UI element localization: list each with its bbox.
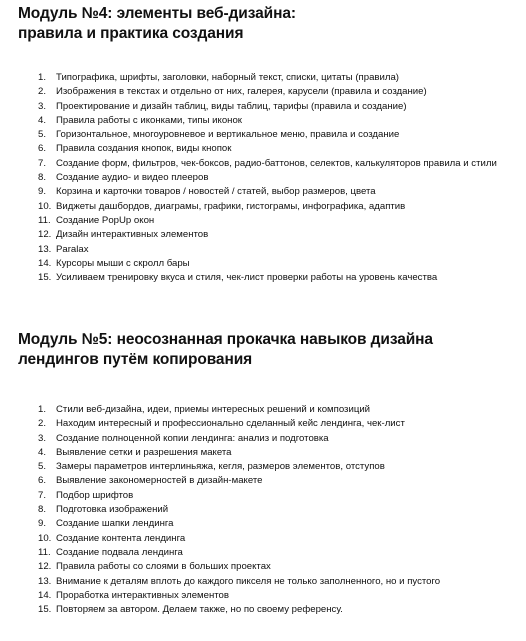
lesson-item — [38, 228, 520, 242]
lesson-number: 1. — [38, 72, 47, 83]
lesson-number: 13. — [38, 575, 52, 587]
lesson-number: 12. — [38, 229, 52, 241]
lesson-item — [38, 589, 520, 603]
lesson-number: 6. — [38, 475, 47, 487]
lesson-item — [38, 71, 520, 85]
lesson-number: 11. — [38, 546, 51, 558]
lesson-item — [38, 128, 520, 142]
module-4-section — [18, 4, 520, 284]
module-4-title-line1: Модуль №4: элементы веб-дизайна: — [18, 5, 296, 22]
lesson-number: 15. — [38, 604, 52, 616]
lesson-item — [38, 560, 520, 574]
lesson-text: Создание подвала лендинга — [56, 546, 183, 558]
lesson-text: Типографика, шрифты, заголовки, наборный текст, списки, цитаты (правила) — [56, 72, 399, 83]
lesson-text: Выявление сетки и разрешения макета — [56, 446, 232, 458]
lesson-text: Находим интересный и профессионально сделанный кейс лендинга, чек-лист — [56, 418, 405, 430]
lesson-number: 14. — [38, 589, 52, 601]
lesson-number: 5. — [38, 461, 47, 473]
lesson-text: Стили веб-дизайна, идеи, приемы интересных решений и композиций — [56, 404, 371, 415]
lesson-number: 8. — [38, 172, 47, 184]
lesson-item — [38, 417, 520, 431]
lesson-item — [38, 432, 520, 446]
lesson-item — [38, 200, 520, 214]
lesson-text: Создание аудио- и видео плееров — [56, 172, 209, 184]
lesson-item — [38, 142, 520, 156]
lesson-item — [38, 100, 520, 114]
lesson-text: Дизайн интерактивных элементов — [56, 229, 209, 241]
module-5-title-line1: Модуль №5: неосознанная прокачка навыков дизайна — [18, 331, 433, 348]
lesson-text: Виджеты дашбордов, диаграмы, графики, гистограмы, инфографика, адаптив — [56, 200, 406, 212]
lesson-item — [38, 85, 520, 99]
lesson-number: 3. — [38, 432, 47, 444]
lesson-item — [38, 114, 520, 128]
lesson-item — [38, 185, 520, 199]
lesson-item — [38, 460, 520, 474]
lesson-text: Paralax — [56, 243, 89, 255]
lesson-number: 9. — [38, 186, 47, 198]
lesson-text: Подбор шрифтов — [56, 489, 134, 501]
lesson-number: 11. — [38, 214, 51, 226]
lesson-text: Изображения в текстах и отдельно от них, галерея, карусели (правила и создание) — [56, 86, 427, 98]
module-5-title-line2: лендингов путём копирования — [18, 351, 253, 368]
lesson-text: Создание форм, фильтров, чек-боксов, радио-баттонов, селектов, калькуляторов правила и стили — [56, 157, 497, 169]
lesson-text: Правила работы со слоями в больших проектах — [56, 561, 271, 573]
lesson-item — [38, 503, 520, 517]
lesson-number: 3. — [38, 100, 47, 112]
lesson-item — [38, 474, 520, 488]
lesson-text: Проектирование и дизайн таблиц, виды таблиц, тарифы (правила и создание) — [56, 100, 407, 112]
lesson-text: Горизонтальное, многоуровневое и вертикальное меню, правила и создание — [56, 129, 400, 141]
lesson-item — [38, 157, 520, 171]
lesson-item — [38, 271, 520, 285]
lesson-text: Повторяем за автором. Делаем также, но по своему референсу. — [56, 604, 343, 616]
lesson-number: 7. — [38, 489, 47, 501]
lesson-number: 1. — [38, 404, 47, 415]
lesson-text: Курсоры мыши с скролл бары — [56, 257, 190, 269]
lesson-number: 14. — [38, 257, 52, 269]
lesson-item — [38, 546, 520, 560]
lesson-text: Создание полноценной копии лендинга: анализ и подготовка — [56, 432, 329, 444]
lesson-text: Правила работы с иконками, типы иконок — [56, 114, 242, 126]
module-4-title-line2: правила и практика создания — [18, 25, 244, 42]
module-4-lesson-list — [38, 71, 520, 285]
lesson-number: 6. — [38, 143, 47, 155]
lesson-text: Создание PopUp окон — [56, 214, 155, 226]
lesson-item — [38, 214, 520, 228]
lesson-item — [38, 446, 520, 460]
lesson-text: Создание контента лендинга — [56, 532, 186, 544]
lesson-number: 10. — [38, 532, 52, 544]
lesson-number: 15. — [38, 272, 52, 284]
lesson-number: 9. — [38, 518, 47, 530]
lesson-number: 2. — [38, 86, 47, 98]
lesson-number: 7. — [38, 157, 47, 169]
module-5-section — [18, 330, 520, 616]
lesson-item — [38, 517, 520, 531]
lesson-text: Выявление закономерностей в дизайн-макете — [56, 475, 263, 487]
lesson-text: Правила создания кнопок, виды кнопок — [56, 143, 232, 155]
lesson-number: 2. — [38, 418, 47, 430]
module-5-title — [18, 330, 520, 370]
lesson-text: Внимание к деталям вплоть до каждого пикселя не только заполненного, но и пустого — [56, 575, 441, 587]
lesson-number: 13. — [38, 243, 52, 255]
lesson-number: 8. — [38, 504, 47, 516]
lesson-item — [38, 603, 520, 617]
lesson-item — [38, 257, 520, 271]
lesson-number: 12. — [38, 561, 52, 573]
lesson-item — [38, 532, 520, 546]
lesson-text: Создание шапки лендинга — [56, 518, 174, 530]
module-5-lesson-list — [38, 403, 520, 617]
lesson-number: 4. — [38, 446, 47, 458]
lesson-text: Корзина и карточки товаров / новостей / статей, выбор размеров, цвета — [56, 186, 376, 198]
lesson-number: 4. — [38, 114, 47, 126]
lesson-text: Проработка интерактивных элементов — [56, 589, 229, 601]
lesson-item — [38, 171, 520, 185]
lesson-item — [38, 575, 520, 589]
lesson-text: Усиливаем тренировку вкуса и стиля, чек-лист проверки работы на уровень качества — [56, 272, 438, 284]
lesson-item — [38, 243, 520, 257]
lesson-item — [38, 489, 520, 503]
module-4-title — [18, 4, 520, 44]
lesson-number: 10. — [38, 200, 52, 212]
lesson-text: Подготовка изображений — [56, 504, 169, 516]
lesson-text: Замеры параметров интерлиньяжа, кегля, размеров элементов, отступов — [56, 461, 385, 473]
lesson-number: 5. — [38, 129, 47, 141]
lesson-item — [38, 403, 520, 417]
